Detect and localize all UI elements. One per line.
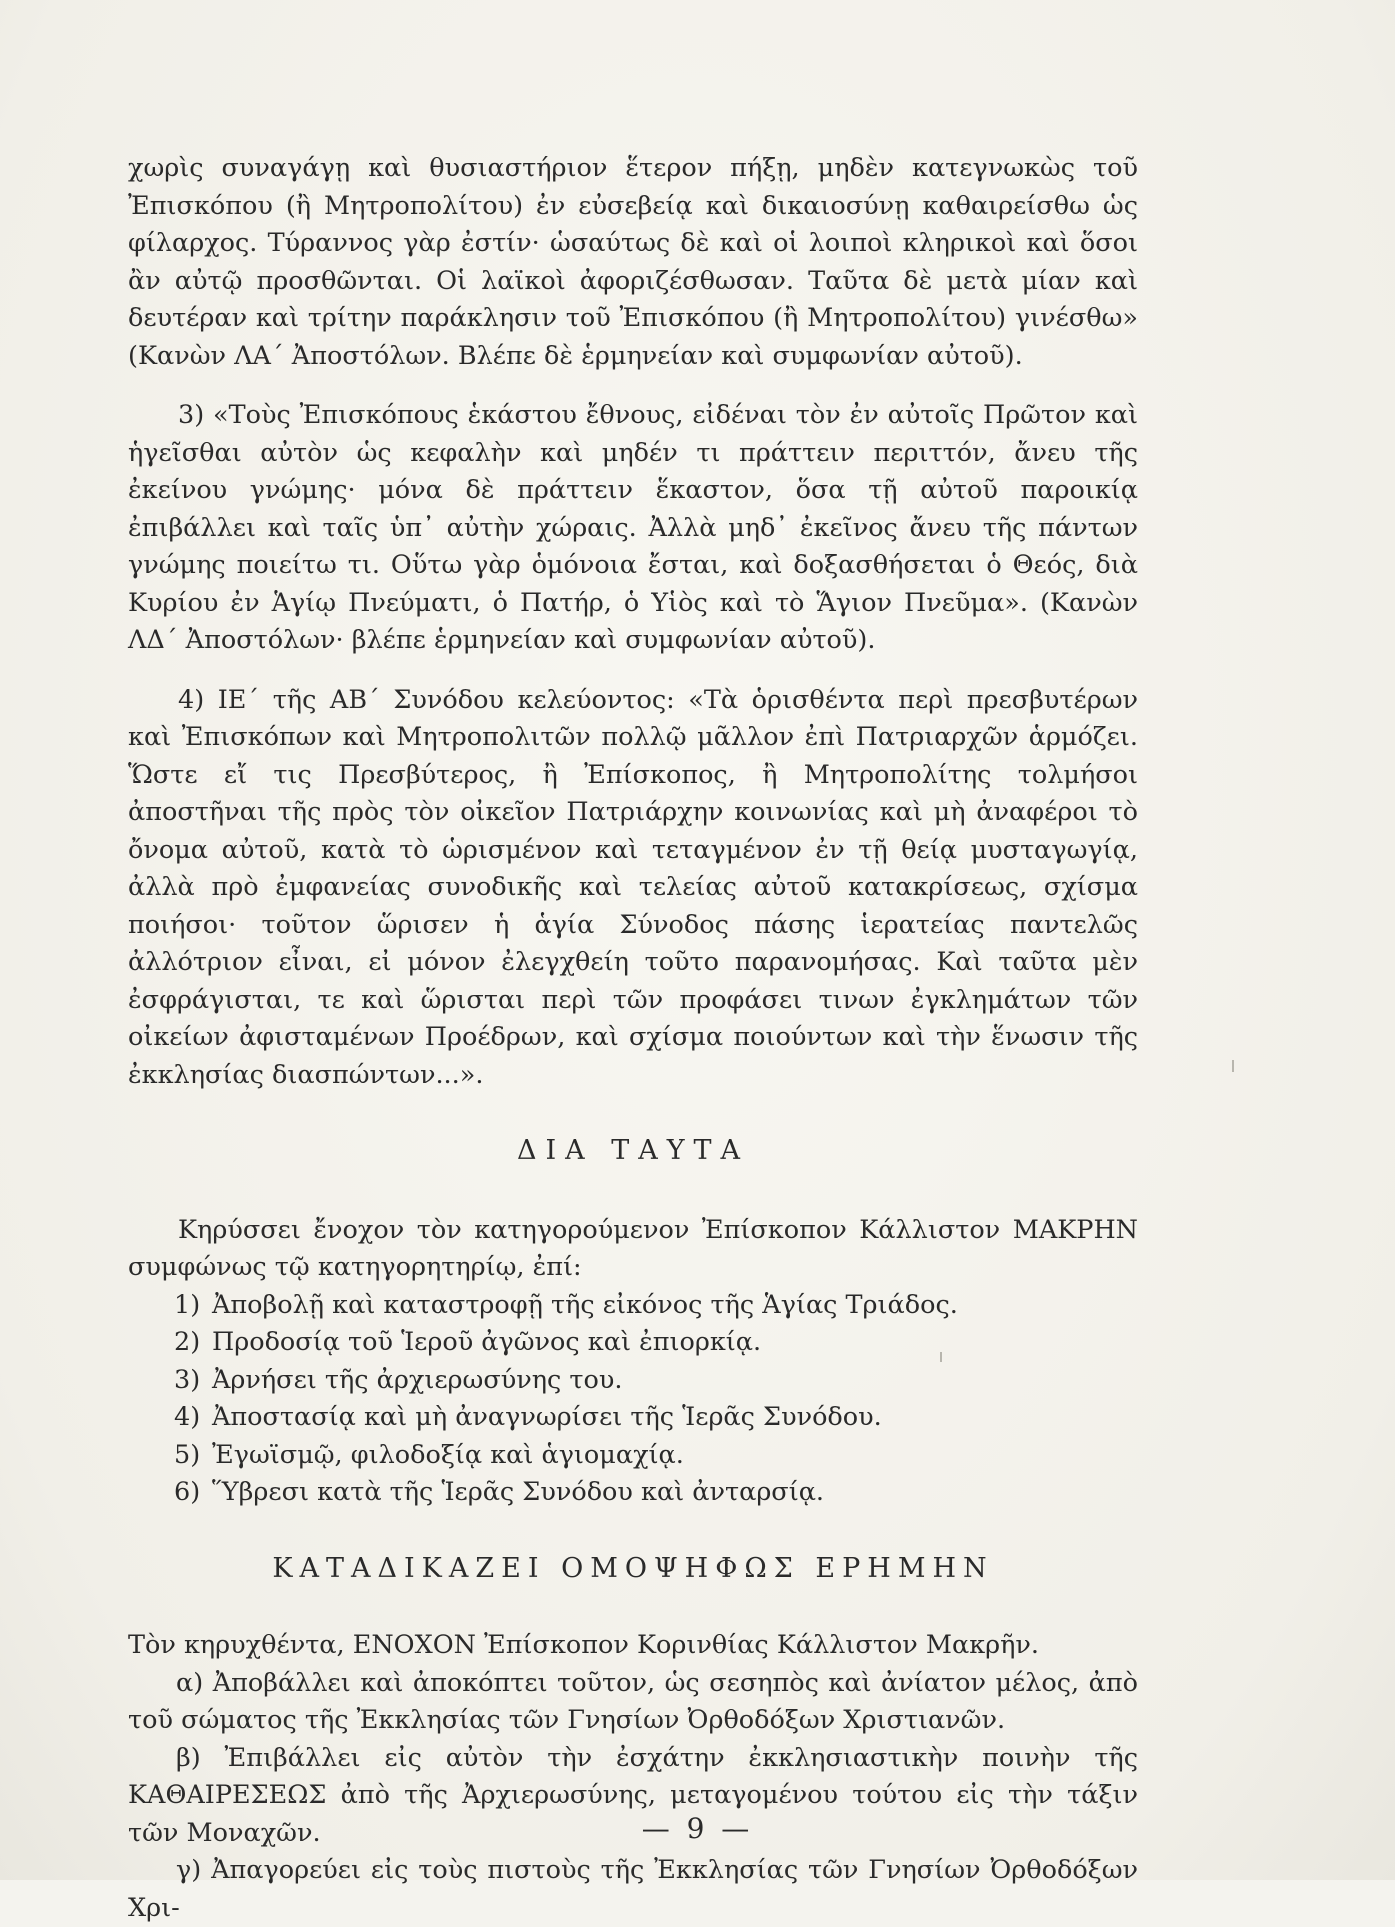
paragraph-canon-15: 4) ΙΕ΄ τῆς ΑΒ΄ Συνόδου κελεύοντος: «Τὰ ὁρισθέντα περὶ πρεσβυτέρων καὶ Ἐπισκόπων καὶ Μητροπολιτῶν πολλῷ μᾶλλον ἐπὶ Πατριαρχῶν ἁρμόζει. Ὥστε εἴ τις Πρεσβύτερος, ἢ Ἐπίσκοπος, ἢ Μητροπολίτης τολμήσοι ἀποστῆναι τῆς πρὸς τὸν οἰκεῖον Πατριάρχην κοινωνίας καὶ μὴ ἀναφέροι τὸ ὄνομα αὐτοῦ, κατὰ τὸ ὡρισμένον καὶ τεταγμένον ἐν τῇ θείᾳ μυσταγωγίᾳ, ἀλλὰ πρὸ ἐμφανείας συνοδικῆς καὶ τελείας αὐτοῦ κατακρίσεως, σχίσμα ποιήσοι· τοῦτον ὥρισεν ἡ ἁγία Σύνοδος πάσης ἱερατείας παντελῶς ἀλλότριον εἶναι, εἰ μόνον ἐλεγχθείη τοῦτο παρανομήσας. Καὶ ταῦτα μὲν ἐσφράγισται, τε καὶ ὥρισται περὶ τῶν προφάσει τινων ἐγκλημάτων τῶν οἰκείων ἀφισταμένων Προέδρων, καὶ σχίσμα ποιούντων καὶ τὴν ἕνωσιν τῆς ἐκκλησίας διασπώντων...». — [128, 684, 1138, 1090]
declaration-text: Κηρύσσει ἔνοχον τὸν κατηγορούμενον Ἐπίσκοπον Κάλλιστον ΜΑΚΡΗΝ συμφώνως τῷ κατηγορητηρίῳ, ἐπί: — [128, 1214, 1138, 1282]
list-item: 1) Ἀποβολῇ καὶ καταστροφῇ τῆς εἰκόνος τῆς Ἁγίας Τριάδος. — [174, 1289, 958, 1320]
verdict-item: β) Ἐπιβάλλει εἰς αὐτὸν τὴν ἐσχάτην ἐκκλησιαστικὴν ποινὴν τῆς ΚΑΘΑΙΡΕΣΕΩΣ ἀπὸ τῆς Ἀρχιερωσύνης, μεταγομένου τούτου εἰς τὴν τάξιν τῶν Μοναχῶν. — [128, 1742, 1138, 1848]
section-heading: ΔΙΑ ΤΑΥΤΑ — [516, 1135, 750, 1166]
verdict-heading: ΚΑΤΑΔΙΚΑΖΕΙ ΟΜΟΨΗΦΩΣ ΕΡΗΜΗΝ — [272, 1552, 994, 1584]
scan-mark — [1232, 1060, 1234, 1072]
verdict-item: γ) Ἀπαγορεύει εἰς τοὺς πιστοὺς τῆς Ἐκκλησίας τῶν Γνησίων Ὀρθοδόξων Χρι- — [128, 1855, 1139, 1923]
verdict-intro: Τὸν κηρυχθέντα, ΕΝΟΧΟΝ Ἐπίσκοπον Κορινθίας Κάλλιστον Μακρῆν. — [128, 1630, 1040, 1660]
list-item: 6) Ὕβρεσι κατὰ τῆς Ἱερᾶς Συνόδου καὶ ἀνταρσίᾳ. — [174, 1477, 825, 1507]
list-item: 4) Ἀποστασίᾳ καὶ μὴ ἀναγνωρίσει τῆς Ἱερᾶς Συνόδου. — [174, 1402, 882, 1432]
page-number: — 9 — — [641, 1812, 754, 1845]
paragraph-continuation: χωρὶς συναγάγῃ καὶ θυσιαστήριον ἕτερον πήξῃ, μηδὲν κατεγνωκὼς τοῦ Ἐπισκόπου (ἢ Μητροπολίτου) ἐν εὐσεβείᾳ καὶ δικαιοσύνῃ καθαιρείσθω ὡς φίλαρχος. Τύραννος γὰρ ἐστίν· ὡσαύτως δὲ καὶ οἱ λοιποὶ κληρικοὶ καὶ ὅσοι ἂν αὐτῷ προσθῶνται. Οἱ λαϊκοὶ ἀφοριζέσθωσαν. Ταῦτα δὲ μετὰ μίαν καὶ δευτέραν καὶ τρίτην παράκλησιν τοῦ Ἐπισκόπου (ἢ Μητροπολίτου) γινέσθω» (Κανὼν ΛΑ΄ Ἀποστόλων. Βλέπε δὲ ἑρμηνείαν καὶ συμφωνίαν αὐτοῦ). — [128, 153, 1138, 371]
list-item: 5) Ἐγωϊσμῷ, φιλοδοξίᾳ καὶ ἁγιομαχίᾳ. — [174, 1439, 684, 1470]
verdict-item: α) Ἀποβάλλει καὶ ἀποκόπτει τοῦτον, ὡς σεσηπὸς καὶ ἀνίατον μέλος, ἀπὸ τοῦ σώματος τῆς Ἐκκλησίας τῶν Γνησίων Ὀρθοδόξων Χριστιανῶν. — [128, 1667, 1138, 1735]
page-body — [128, 150, 1138, 1927]
paragraph-canon-34: 3) «Τοὺς Ἐπισκόπους ἑκάστου ἔθνους, εἰδέναι τὸν ἐν αὐτοῖς Πρῶτον καὶ ἡγεῖσθαι αὐτὸν ὡς κεφαλὴν καὶ μηδέν τι πράττειν περιττόν, ἄνευ τῆς ἐκείνου γνώμης· μόνα δὲ πράττειν ἕκαστον, ὅσα τῇ αὐτοῦ παροικίᾳ ἐπιβάλλει καὶ ταῖς ὑπ᾿ αὐτὴν χώραις. Ἀλλὰ μηδ᾿ ἐκεῖνος ἄνευ τῆς πάντων γνώμης ποιείτω τι. Οὕτω γὰρ ὁμόνοια ἔσται, καὶ δοξασθήσεται ὁ Θεός, διὰ Κυρίου ἐν Ἁγίῳ Πνεύματι, ὁ Πατήρ, ὁ Υἱὸς καὶ τὸ Ἅγιον Πνεῦμα». (Κανὼν ΛΔ΄ Ἀποστόλων· βλέπε ἑρμηνείαν καὶ συμφωνίαν αὐτοῦ). — [128, 400, 1138, 655]
charges-list — [128, 1287, 1138, 1512]
list-item: 3) Ἀρνήσει τῆς ἀρχιερωσύνης του. — [174, 1364, 623, 1395]
list-item: 2) Προδοσίᾳ τοῦ Ἱεροῦ ἀγῶνος καὶ ἐπιορκίᾳ. — [174, 1327, 762, 1357]
